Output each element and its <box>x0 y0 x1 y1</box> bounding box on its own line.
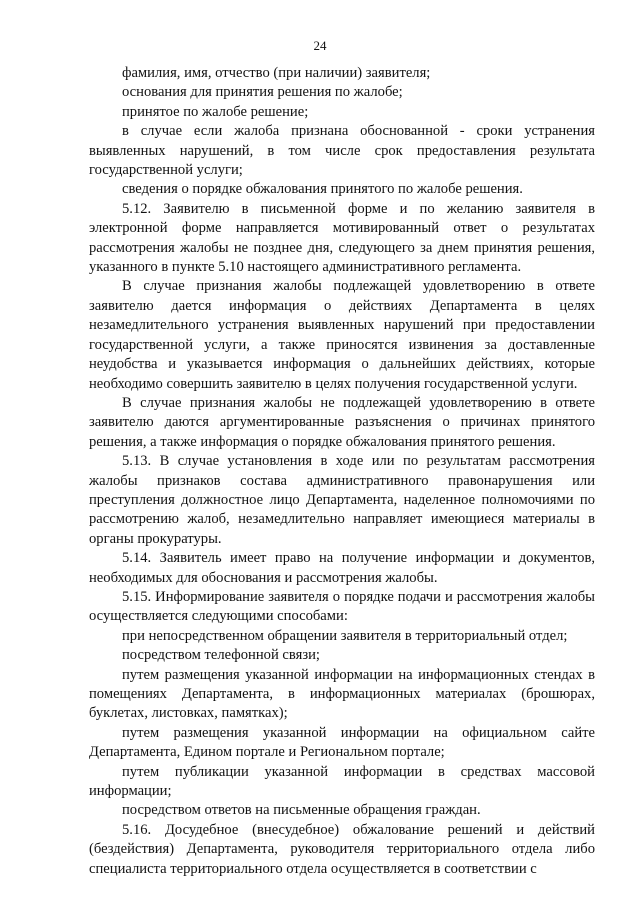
paragraph: путем размещения указанной информации на официальном сайте Департамента, Едином портале и Региональном портале; <box>89 724 595 761</box>
paragraph: 5.14. Заявитель имеет право на получение информации и документов, необходимых для обоснования и рассмотрения жалобы. <box>89 550 595 586</box>
paragraph: при непосредственном обращении заявителя в территориальный отдел; <box>122 627 568 644</box>
paragraph: 5.13. В случае установления в ходе или по результатам рассмотрения жалобы признаков состава административного правонарушения или преступления должностное лицо Департамента, наделенное полномочиями по рассмотрению жалоб, незамедлительно направляет имеющиеся материалы в органы прокуратуры. <box>89 453 595 547</box>
paragraph: посредством ответов на письменные обращения граждан. <box>122 802 481 819</box>
paragraph: фамилия, имя, отчество (при наличии) заявителя; <box>122 65 431 81</box>
paragraph: 5.12. Заявителю в письменной форме и по желанию заявителя в электронной форме направляется мотивированный ответ о результатах рассмотрения жалобы не позднее дня, следующего за днем принятия решения, указанного в пункте 5.10 настоящего административного регламента. <box>89 200 595 276</box>
paragraph: принятое по жалобе решение; <box>122 103 309 120</box>
document-body <box>89 64 595 879</box>
paragraph: сведения о порядке обжалования принятого по жалобе решения. <box>122 181 523 198</box>
paragraph: 5.16. Досудебное (внесудебное) обжалование решений и действий (бездействия) Департамента, руководителя территориального отдела либо специалиста территориального отдела осуществляется в соответствии с <box>89 821 595 877</box>
paragraph: посредством телефонной связи; <box>122 647 320 664</box>
paragraph: основания для принятия решения по жалобе; <box>122 84 403 101</box>
paragraph: 5.15. Информирование заявителя о порядке подачи и рассмотрения жалобы осуществляется следующими способами: <box>89 588 595 625</box>
page-number: 24 <box>313 38 327 53</box>
paragraph: путем размещения указанной информации на информационных стендах в помещениях Департамента, в информационных материалах (брошюрах, буклетах, листовках, памятках); <box>89 666 595 722</box>
paragraph: в случае если жалоба признана обоснованной - сроки устранения выявленных нарушений, в том числе срок предоставления результата государственной услуги; <box>89 123 595 179</box>
paragraph: путем публикации указанной информации в средствах массовой информации; <box>89 763 595 800</box>
paragraph: В случае признания жалобы подлежащей удовлетворению в ответе заявителю дается информация о действиях Департамента в целях незамедлительного устранения выявленных нарушений при предоставлении государственной услуги, а также приносятся извинения за доставленные неудобства и указывается информация о дальнейших действиях, которые необходимо совершить заявителю в целях получения государственной услуги. <box>89 278 595 392</box>
paragraph: В случае признания жалобы не подлежащей удовлетворению в ответе заявителю даются аргументированные разъяснения о причинах принятого решения, а также информация о порядке обжалования принятого решения. <box>89 394 595 450</box>
